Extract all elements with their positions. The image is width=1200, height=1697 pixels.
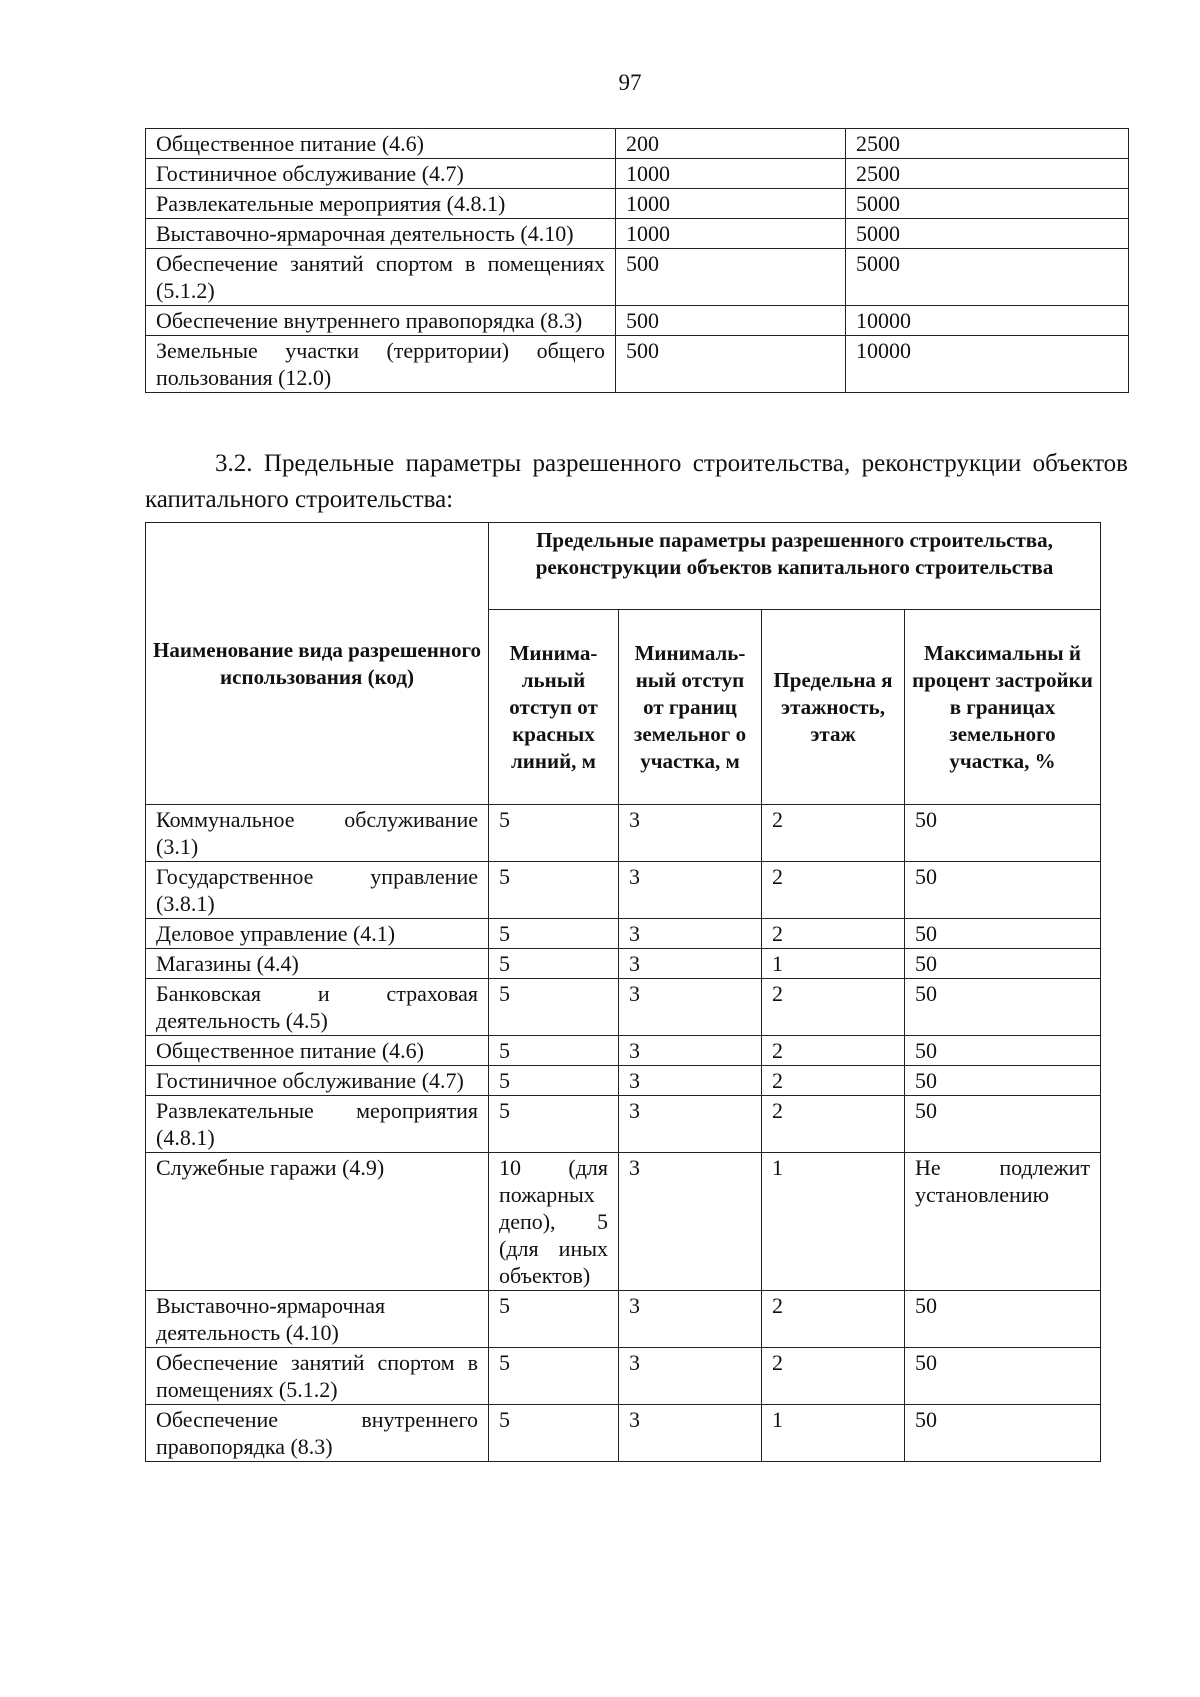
use-name-cell: Обеспечение внутреннего правопорядка (8.3) xyxy=(146,1405,489,1462)
use-name-cell: Государственное управление (3.8.1) xyxy=(146,862,489,919)
red-line-setback-cell: 10 (для пожарных депо), 5 (для иных объектов) xyxy=(489,1153,619,1291)
red-line-setback-cell: 5 xyxy=(489,979,619,1036)
use-name-cell: Коммунальное обслуживание (3.1) xyxy=(146,805,489,862)
table-row xyxy=(146,1096,1101,1153)
max-coverage-cell: 50 xyxy=(905,1096,1101,1153)
max-area-cell: 10000 xyxy=(846,306,1129,336)
use-name-cell: Общественное питание (4.6) xyxy=(146,1036,489,1066)
max-area-cell: 5000 xyxy=(846,189,1129,219)
header-red-line-setback: Минима-льный отступ от красных линий, м xyxy=(489,610,619,805)
use-name-cell: Общественное питание (4.6) xyxy=(146,129,616,159)
boundary-setback-cell: 3 xyxy=(619,919,762,949)
construction-parameters-table xyxy=(145,522,1101,1462)
page-number: 97 xyxy=(618,70,642,95)
table-row xyxy=(146,805,1101,862)
min-area-cell: 200 xyxy=(616,129,846,159)
boundary-setback-cell: 3 xyxy=(619,1153,762,1291)
use-name-cell: Обеспечение занятий спортом в помещениях (5.1.2) xyxy=(146,249,616,306)
max-coverage-cell: 50 xyxy=(905,1066,1101,1096)
max-floors-cell: 2 xyxy=(762,1291,905,1348)
min-area-cell: 500 xyxy=(616,249,846,306)
use-name-cell: Выставочно-ярмарочная деятельность (4.10) xyxy=(146,219,616,249)
use-name-cell: Обеспечение занятий спортом в помещениях (5.1.2) xyxy=(146,1348,489,1405)
table-row xyxy=(146,1036,1101,1066)
table-row xyxy=(146,949,1101,979)
min-area-cell: 1000 xyxy=(616,159,846,189)
max-coverage-cell: 50 xyxy=(905,1405,1101,1462)
table-row xyxy=(146,336,1129,393)
use-name-cell: Обеспечение внутреннего правопорядка (8.3) xyxy=(146,306,616,336)
boundary-setback-cell: 3 xyxy=(619,1096,762,1153)
max-floors-cell: 1 xyxy=(762,1405,905,1462)
boundary-setback-cell: 3 xyxy=(619,1405,762,1462)
max-coverage-cell: 50 xyxy=(905,949,1101,979)
max-floors-cell: 1 xyxy=(762,949,905,979)
max-floors-cell: 2 xyxy=(762,979,905,1036)
use-name-cell: Развлекательные мероприятия (4.8.1) xyxy=(146,189,616,219)
max-floors-cell: 2 xyxy=(762,919,905,949)
table-row xyxy=(146,919,1101,949)
section-heading: 3.2. Предельные параметры разрешенного строительства, реконструкции объектов капитального строительства: xyxy=(145,450,1128,513)
max-coverage-cell: 50 xyxy=(905,979,1101,1036)
max-coverage-cell: 50 xyxy=(905,805,1101,862)
max-area-cell: 2500 xyxy=(846,129,1129,159)
use-name-cell: Банковская и страховая деятельность (4.5) xyxy=(146,979,489,1036)
use-name-cell: Магазины (4.4) xyxy=(146,949,489,979)
max-coverage-cell: 50 xyxy=(905,1348,1101,1405)
table-row xyxy=(146,219,1129,249)
red-line-setback-cell: 5 xyxy=(489,1066,619,1096)
section-paragraph xyxy=(145,446,1128,518)
boundary-setback-cell: 3 xyxy=(619,1066,762,1096)
red-line-setback-cell: 5 xyxy=(489,949,619,979)
max-floors-cell: 2 xyxy=(762,1036,905,1066)
max-coverage-cell: Не подлежит установлению xyxy=(905,1153,1101,1291)
min-area-cell: 1000 xyxy=(616,189,846,219)
max-area-cell: 5000 xyxy=(846,219,1129,249)
red-line-setback-cell: 5 xyxy=(489,919,619,949)
min-area-cell: 500 xyxy=(616,306,846,336)
red-line-setback-cell: 5 xyxy=(489,1348,619,1405)
table-row xyxy=(146,306,1129,336)
header-group: Предельные параметры разрешенного строительства, реконструкции объектов капитального строительства xyxy=(489,523,1101,610)
table-row xyxy=(146,159,1129,189)
use-name-cell: Гостиничное обслуживание (4.7) xyxy=(146,1066,489,1096)
table-row xyxy=(146,1153,1101,1291)
max-coverage-cell: 50 xyxy=(905,862,1101,919)
red-line-setback-cell: 5 xyxy=(489,1096,619,1153)
table-row xyxy=(146,1066,1101,1096)
header-max-floors: Предельна я этажность, этаж xyxy=(762,610,905,805)
table-row xyxy=(146,189,1129,219)
table-row xyxy=(146,1405,1101,1462)
table-row xyxy=(146,862,1101,919)
red-line-setback-cell: 5 xyxy=(489,805,619,862)
max-area-cell: 2500 xyxy=(846,159,1129,189)
max-floors-cell: 2 xyxy=(762,1066,905,1096)
red-line-setback-cell: 5 xyxy=(489,862,619,919)
boundary-setback-cell: 3 xyxy=(619,1036,762,1066)
use-name-cell: Служебные гаражи (4.9) xyxy=(146,1153,489,1291)
max-area-cell: 5000 xyxy=(846,249,1129,306)
boundary-setback-cell: 3 xyxy=(619,979,762,1036)
red-line-setback-cell: 5 xyxy=(489,1405,619,1462)
boundary-setback-cell: 3 xyxy=(619,949,762,979)
boundary-setback-cell: 3 xyxy=(619,805,762,862)
header-boundary-setback: Минималь-ный отступ от границ земельног о участка, м xyxy=(619,610,762,805)
use-name-cell: Земельные участки (территории) общего пользования (12.0) xyxy=(146,336,616,393)
red-line-setback-cell: 5 xyxy=(489,1291,619,1348)
max-floors-cell: 2 xyxy=(762,1348,905,1405)
use-name-cell: Гостиничное обслуживание (4.7) xyxy=(146,159,616,189)
use-name-cell: Деловое управление (4.1) xyxy=(146,919,489,949)
header-use-name: Наименование вида разрешенного использования (код) xyxy=(146,523,489,805)
use-name-cell: Развлекательные мероприятия (4.8.1) xyxy=(146,1096,489,1153)
boundary-setback-cell: 3 xyxy=(619,1348,762,1405)
max-floors-cell: 2 xyxy=(762,862,905,919)
table-row xyxy=(146,1348,1101,1405)
max-coverage-cell: 50 xyxy=(905,919,1101,949)
max-coverage-cell: 50 xyxy=(905,1036,1101,1066)
use-name-cell: Выставочно-ярмарочная деятельность (4.10) xyxy=(146,1291,489,1348)
max-area-cell: 10000 xyxy=(846,336,1129,393)
max-floors-cell: 2 xyxy=(762,805,905,862)
boundary-setback-cell: 3 xyxy=(619,862,762,919)
min-area-cell: 1000 xyxy=(616,219,846,249)
max-coverage-cell: 50 xyxy=(905,1291,1101,1348)
max-floors-cell: 2 xyxy=(762,1096,905,1153)
area-limits-table xyxy=(145,128,1129,393)
table-row xyxy=(146,979,1101,1036)
table-header-row xyxy=(146,523,1101,610)
boundary-setback-cell: 3 xyxy=(619,1291,762,1348)
min-area-cell: 500 xyxy=(616,336,846,393)
table-row xyxy=(146,1291,1101,1348)
header-max-coverage: Максимальны й процент застройки в границах земельного участка, % xyxy=(905,610,1101,805)
table-row xyxy=(146,249,1129,306)
red-line-setback-cell: 5 xyxy=(489,1036,619,1066)
table-row xyxy=(146,129,1129,159)
max-floors-cell: 1 xyxy=(762,1153,905,1291)
